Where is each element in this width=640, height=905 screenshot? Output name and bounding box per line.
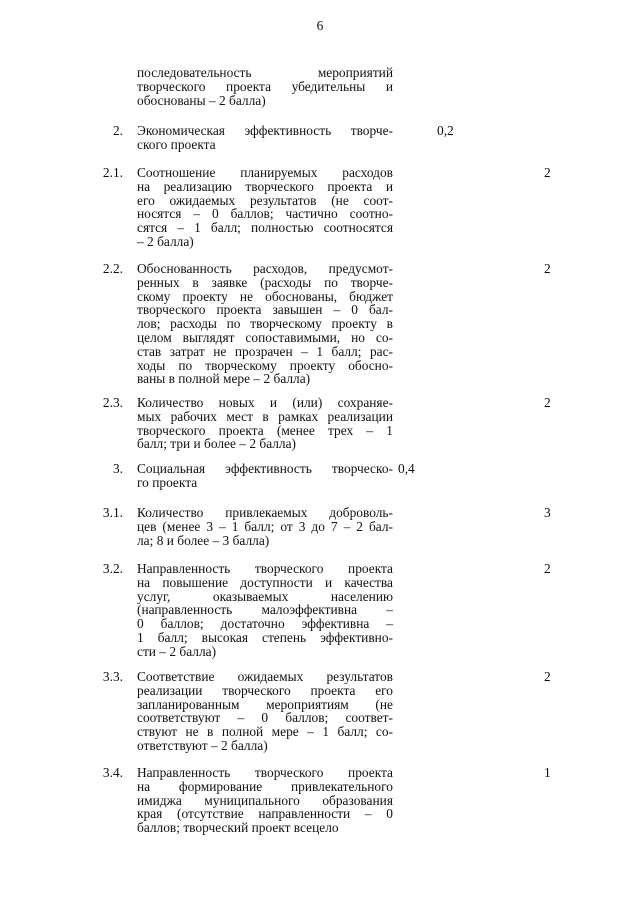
criterion-text-line: на формирование привлекательного	[137, 778, 393, 794]
criterion-text-line: мых рабочих мест в рамках реализации	[137, 408, 393, 424]
criterion-text-line: Количество новых и (или) сохраняе-	[137, 395, 393, 410]
criterion-text-line: Соответствие ожидаемых результатов	[137, 669, 393, 684]
criterion-text-line: 0 баллов; достаточно эффективна –	[137, 616, 393, 632]
criterion-number: 2.2.	[102, 261, 123, 276]
criterion-text-line: балл; три и более – 2 балла)	[137, 436, 297, 452]
criterion-text	[137, 562, 393, 659]
criterion-text-line: Соотношение планируемых расходов	[137, 165, 393, 180]
criterion-text-line: – 2 балла)	[137, 233, 194, 249]
criterion-number: 3.3.	[102, 669, 123, 684]
criterion-text-line: став затрат не прозрачен – 1 балл; рас-	[137, 343, 393, 359]
criterion-text-line: услуг, оказываемых населению	[137, 588, 393, 604]
criterion-text-line: сти – 2 балла)	[137, 643, 217, 659]
criterion-text-line: Социальная эффективность творческо-	[137, 461, 393, 476]
criterion-max-score: 2	[544, 561, 551, 576]
criterion-text-line: ствуют не в полной мере – 1 балл; со-	[137, 724, 393, 740]
criterion-text-line: ответствуют – 2 балла)	[137, 737, 268, 753]
criterion-weight: 0,2	[437, 123, 454, 138]
criterion-text	[137, 124, 393, 152]
criterion-text	[137, 262, 393, 386]
criterion-number: 2.	[112, 123, 123, 138]
criterion-text-line: Обоснованность расходов, предусмот-	[137, 261, 393, 276]
criterion-text	[137, 506, 393, 547]
criterion-text-line: обоснованы – 2 балла)	[137, 92, 266, 108]
criterion-max-score: 2	[544, 165, 551, 180]
criterion-number: 3.1.	[102, 505, 123, 520]
criterion-text-line: соответствуют – 0 баллов; соответ-	[137, 710, 393, 726]
criterion-text-line: последовательность мероприятий	[137, 65, 393, 80]
criterion-max-score: 1	[544, 765, 551, 780]
criterion-text-line: Направленность творческого проекта	[137, 765, 393, 780]
criterion-text-line: носятся – 0 баллов; частично соотно-	[137, 206, 393, 222]
criterion-max-score: 2	[544, 669, 551, 684]
criterion-text-line: скому проекту не обоснованы, бюджет	[137, 288, 393, 304]
criterion-number: 3.4.	[102, 765, 123, 780]
criterion-text-line: запланированным мероприятиям (не	[137, 696, 393, 712]
criterion-text-line: целом выглядят сопоставимыми, но со-	[137, 329, 393, 345]
criterion-max-score: 2	[544, 395, 551, 410]
criterion-text	[137, 766, 393, 835]
criterion-text	[137, 462, 393, 490]
criterion-text-line: ла; 8 и более – 3 балла)	[137, 532, 270, 548]
page-number: 6	[316, 18, 324, 33]
criterion-text	[137, 396, 393, 451]
criterion-max-score: 3	[544, 505, 551, 520]
criterion-text-line: сятся – 1 балл; полностью соотносятся	[137, 220, 393, 236]
criterion-text-line: Количество привлекаемых доброволь-	[137, 505, 393, 520]
criterion-text-line: Направленность творческого проекта	[137, 561, 393, 576]
criterion-text-line: творческого проекта убедительны и	[137, 78, 393, 94]
criterion-text-line: лов; расходы по творческому проекту в	[137, 316, 393, 332]
criterion-text-line: (направленность малоэффективна –	[137, 602, 393, 618]
criterion-text-line: ходы по творческому проекту обосно-	[137, 357, 393, 373]
criterion-text-line: творческого проекта завышен – 0 бал-	[137, 302, 393, 318]
criterion-number: 2.1.	[102, 165, 123, 180]
criterion-text-line: го проекта	[137, 474, 198, 490]
criterion-text	[137, 66, 393, 107]
criterion-text-line: имиджа муниципального образования	[137, 792, 393, 808]
criterion-text	[137, 166, 393, 249]
criterion-text-line: реализации творческого проекта его	[137, 682, 393, 698]
criterion-text-line: баллов; творческий проект всецело	[137, 820, 339, 836]
criterion-max-score: 2	[544, 261, 551, 276]
criterion-text-line: Экономическая эффективность творче-	[137, 123, 393, 138]
criterion-text-line: цев (менее 3 – 1 балл; от 3 до 7 – 2 бал-	[137, 518, 393, 534]
criterion-text-line: его ожидаемых результатов (не соот-	[137, 192, 393, 208]
criterion-weight: 0,4	[398, 461, 415, 476]
criterion-number: 3.	[112, 461, 123, 476]
criterion-text	[137, 670, 393, 753]
criterion-number: 2.3.	[102, 395, 123, 410]
criterion-text-line: ского проекта	[137, 136, 216, 152]
criterion-text-line: края (отсутствие направленности – 0	[137, 806, 393, 822]
criterion-text-line: ренных в заявке (расходы по творче-	[137, 274, 393, 290]
criterion-text-line: 1 балл; высокая степень эффективно-	[137, 629, 393, 645]
criterion-text-line: творческого проекта (менее трех – 1	[137, 422, 393, 438]
criterion-text-line: ваны в полной мере – 2 балла)	[137, 371, 311, 387]
criterion-text-line: на повышение доступности и качества	[137, 574, 393, 590]
criterion-number: 3.2.	[102, 561, 123, 576]
criterion-text-line: на реализацию творческого проекта и	[137, 178, 393, 194]
